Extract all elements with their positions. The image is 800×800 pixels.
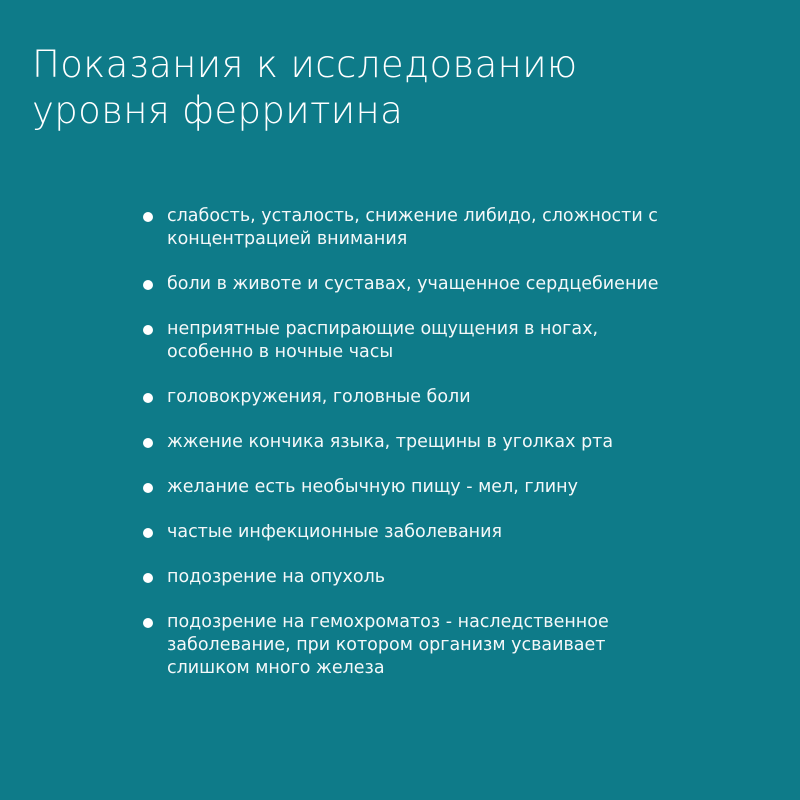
list-item [143,386,783,409]
title-line-2: уровня ферритина [32,89,404,132]
list-item-text: слабость, усталость, снижение либидо, сложности с [167,206,658,226]
indications-list [143,205,783,702]
bullet-dot-icon [143,212,153,222]
list-item [143,566,783,589]
list-item-text: жжение кончика языка, трещины в уголках рта [167,432,614,452]
list-item-text: подозрение на гемохроматоз - наследственное [167,612,609,632]
list-item-text: частые инфекционные заболевания [167,522,503,542]
list-item [143,521,783,544]
list-item [143,205,783,251]
page-title [32,42,772,134]
bullet-dot-icon [143,618,153,628]
list-item [143,273,783,296]
list-item-text: заболевание, при котором организм усваивает [167,635,606,655]
bullet-dot-icon [143,325,153,335]
title-line-1: Показания к исследованию [32,43,578,86]
bullet-dot-icon [143,438,153,448]
bullet-dot-icon [143,573,153,583]
bullet-dot-icon [143,280,153,290]
list-item-text: слишком много железа [167,658,385,678]
list-item [143,476,783,499]
list-item-text: желание есть необычную пищу - мел, глину [167,477,578,497]
list-item-text: подозрение на опухоль [167,567,386,587]
list-item-text: концентрацией внимания [167,229,408,249]
bullet-dot-icon [143,483,153,493]
list-item-text: особенно в ночные часы [167,342,394,362]
list-item-text: боли в животе и суставах, учащенное сердцебиение [167,274,659,294]
list-item [143,611,783,680]
list-item [143,318,783,364]
bullet-dot-icon [143,528,153,538]
bullet-dot-icon [143,393,153,403]
list-item-text: неприятные распирающие ощущения в ногах, [167,319,599,339]
list-item-text: головокружения, головные боли [167,387,471,407]
list-item [143,431,783,454]
